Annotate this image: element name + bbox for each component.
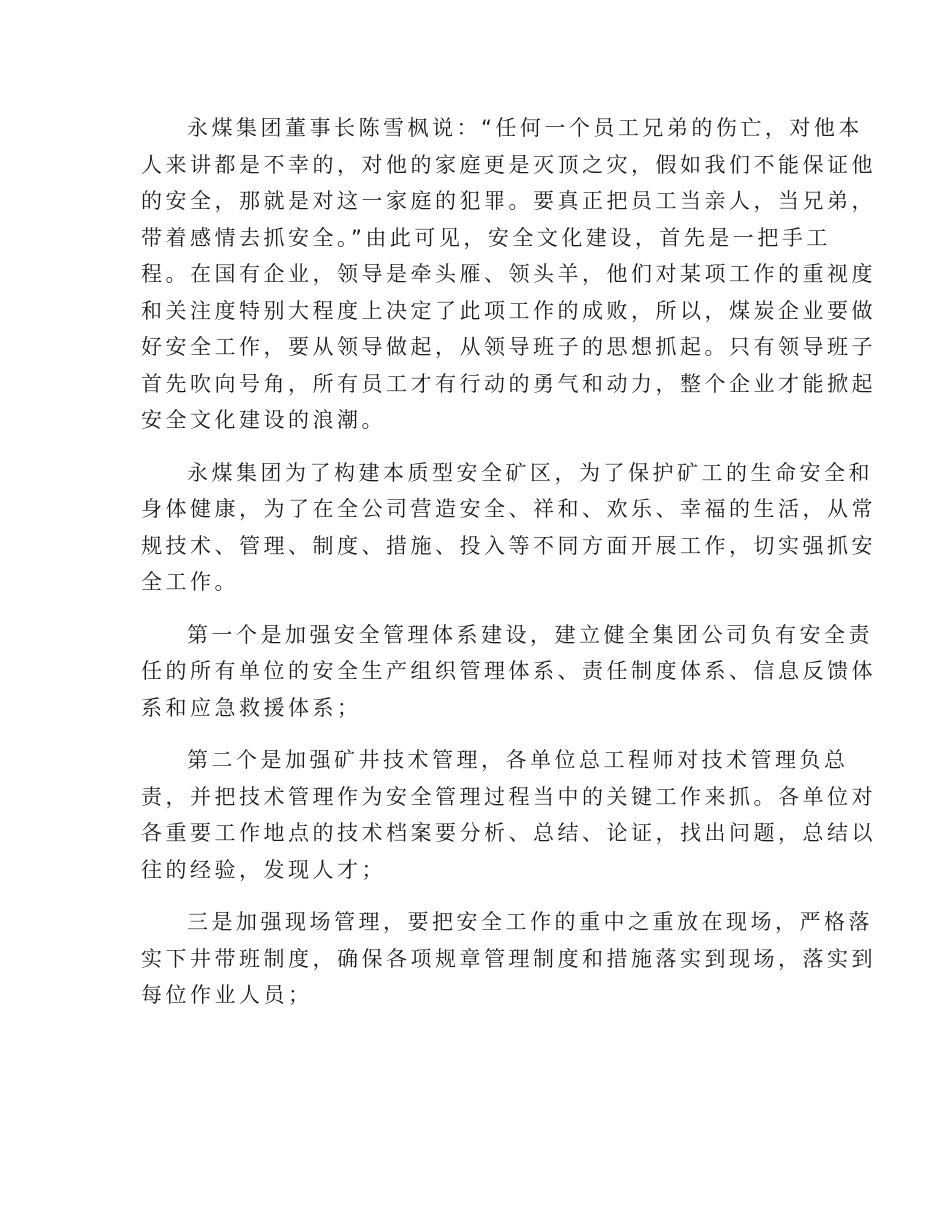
text-line: 规技术、管理、制度、措施、投入等不同方面开展工作，切实强抓安 [141,533,876,558]
text-line: 和关注度特别大程度上决定了此项工作的成败，所以，煤炭企业要做 [141,298,876,323]
text-line: 全工作。 [141,570,239,594]
text-line: 系和应急救援体系； [141,695,362,720]
text-line: 好安全工作，要从领导做起，从领导班子的思想抓起。只有领导班子 [141,335,876,359]
text-line: 带着感情去抓安全。”由此可见，安全文化建设，首先是一把手工 [141,225,831,250]
text-line: 实下井带班制度，确保各项规章管理制度和措施落实到现场，落实到 [141,946,876,971]
paragraph-chairman-quote [141,110,876,439]
text-line: 首先吹向号角，所有员工才有行动的勇气和动力，整个企业才能掀起 [141,371,876,396]
paragraph-point-one [141,617,876,727]
text-line: 安全文化建设的浪潮。 [141,408,386,432]
text-line: 往的经验，发现人才； [141,857,386,882]
text-line: 的安全，那就是对这一家庭的犯罪。要真正把员工当亲人，当兄弟， [141,189,876,213]
text-line: 永煤集团董事长陈雪枫说：“任何一个员工兄弟的伤亡，对他本 [187,116,863,140]
text-line: 每位作业人员； [141,983,313,1007]
text-line: 第一个是加强安全管理体系建设，建立健全集团公司负有安全责 [187,622,873,647]
text-line: 各重要工作地点的技术档案要分析、总结、论证，找出问题，总结以 [141,821,876,845]
paragraph-point-three [141,904,876,1014]
text-line: 人来讲都是不幸的，对他的家庭更是灭顶之灾，假如我们不能保证他 [141,152,876,177]
text-line: 三是加强现场管理，要把安全工作的重中之重放在现场，严格落 [187,910,873,934]
document-body [141,110,876,1014]
paragraph-point-two [141,742,876,888]
text-line: 第二个是加强矿井技术管理，各单位总工程师对技术管理负总 [187,748,849,772]
text-line: 永煤集团为了构建本质型安全矿区，为了保护矿工的生命安全和 [187,460,873,485]
text-line: 任的所有单位的安全生产组织管理体系、责任制度体系、信息反馈体 [141,659,876,683]
text-line: 程。在国有企业，领导是牵头雁、领头羊，他们对某项工作的重视度 [141,262,876,286]
text-line: 身体健康，为了在全公司营造安全、祥和、欢乐、幸福的生活，从常 [141,497,876,521]
paragraph-safety-goals [141,455,876,601]
text-line: 责，并把技术管理作为安全管理过程当中的关键工作来抓。各单位对 [141,784,876,809]
